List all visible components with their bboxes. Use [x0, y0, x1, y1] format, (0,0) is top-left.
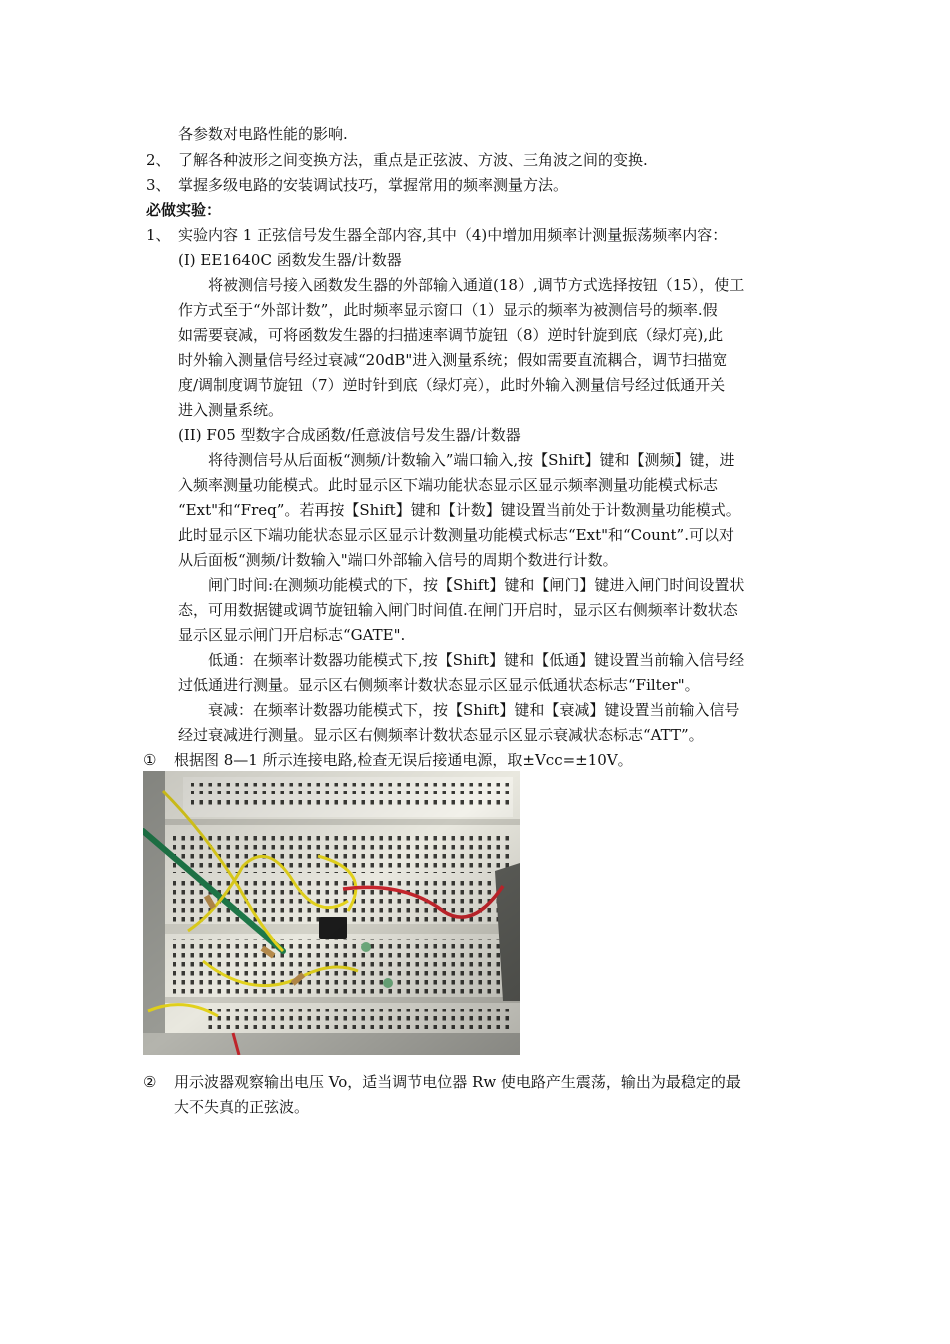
paragraph-line: 衰减：在频率计数器功能模式下，按【Shift】键和【衰减】键设置当前输入信号: [208, 701, 740, 719]
paragraph-line: 闸门时间:在测频功能模式的下，按【Shift】键和【闸门】键进入闸门时间设置状: [208, 576, 745, 594]
list-item: 实验内容 1 正弦信号发生器全部内容,其中（4)中增加用频率计测量振荡频率内容：: [178, 226, 728, 244]
step-text: 用示波器观察输出电压 Vo，适当调节电位器 Rw 使电路产生震荡，输出为最稳定的最: [174, 1073, 741, 1091]
step-number: ①: [143, 751, 157, 769]
list-number: 1、: [146, 226, 171, 244]
paragraph-line: 如需要衰减，可将函数发生器的扫描速率调节旋钮（8）逆时针旋到底（绿灯亮),此: [178, 326, 724, 344]
step-text: 大不失真的正弦波。: [174, 1098, 310, 1116]
step-text: 根据图 8—1 所示连接电路,检查无误后接通电源，取±Vcc=±10V。: [174, 751, 633, 769]
step-number: ②: [143, 1073, 157, 1091]
paragraph-line: 低通：在频率计数器功能模式下,按【Shift】键和【低通】键设置当前输入信号经: [208, 651, 745, 669]
paragraph-line: 度/调制度调节旋钮（7）逆时针到底（绿灯亮），此时外输入测量信号经过低通开关: [178, 376, 726, 394]
paragraph-line: 进入测量系统。: [178, 401, 284, 419]
paragraph-line: 过低通进行测量。显示区右侧频率计数状态显示区显示低通状态标志“Filter"。: [178, 676, 700, 694]
paragraph-line: 时外输入测量信号经过衰减“20dB"进入测量系统；假如需要直流耦合，调节扫描宽: [178, 351, 728, 369]
list-number: 3、: [146, 176, 171, 194]
paragraph-line: “Ext"和“Freq”。若再按【Shift】键和【计数】键设置当前处于计数测量功能模式。: [178, 501, 741, 519]
paragraph-line: 显示区显示闸门开启标志“GATE".: [178, 626, 406, 644]
list-item: 了解各种波形之间变换方法，重点是正弦波、方波、三角波之间的变换.: [178, 151, 648, 169]
subsection-heading: (I) EE1640C 函数发生器/计数器: [178, 251, 402, 269]
list-item: 掌握多级电路的安装调试技巧，掌握常用的频率测量方法。: [178, 176, 569, 194]
breadboard-photo: [143, 771, 520, 1055]
subsection-heading: (II) F05 型数字合成函数/任意波信号发生器/计数器: [178, 426, 521, 444]
paragraph-line: 入频率测量功能模式。此时显示区下端功能状态显示区显示频率测量功能模式标志: [178, 476, 719, 494]
paragraph-line: 将待测信号从后面板“测频/计数输入”端口输入,按【Shift】键和【测频】键，进: [208, 451, 735, 469]
paragraph-line: 经过衰减进行测量。显示区右侧频率计数状态显示区显示衰减状态标志“ATT”。: [178, 726, 704, 744]
intro-continuation: 各参数对电路性能的影响.: [178, 125, 348, 143]
list-number: 2、: [146, 151, 171, 169]
paragraph-line: 将被测信号接入函数发生器的外部输入通道(18）,调节方式选择按钮（15），使工: [208, 276, 745, 294]
paragraph-line: 从后面板“测频/计数输入"端口外部输入信号的周期个数进行计数。: [178, 551, 618, 569]
paragraph-line: 态，可用数据键或调节旋钮输入闸门时间值.在闸门开启时，显示区右侧频率计数状态: [178, 601, 738, 619]
paragraph-line: 作方式至于“外部计数”，此时频率显示窗口（1）显示的频率为被测信号的频率.假: [178, 301, 718, 319]
section-heading: 必做实验：: [146, 201, 222, 219]
paragraph-line: 此时显示区下端功能状态显示区显示计数测量功能模式标志“Ext"和“Count”.可以对: [178, 526, 734, 544]
breadboard-illustration: [143, 771, 520, 1055]
